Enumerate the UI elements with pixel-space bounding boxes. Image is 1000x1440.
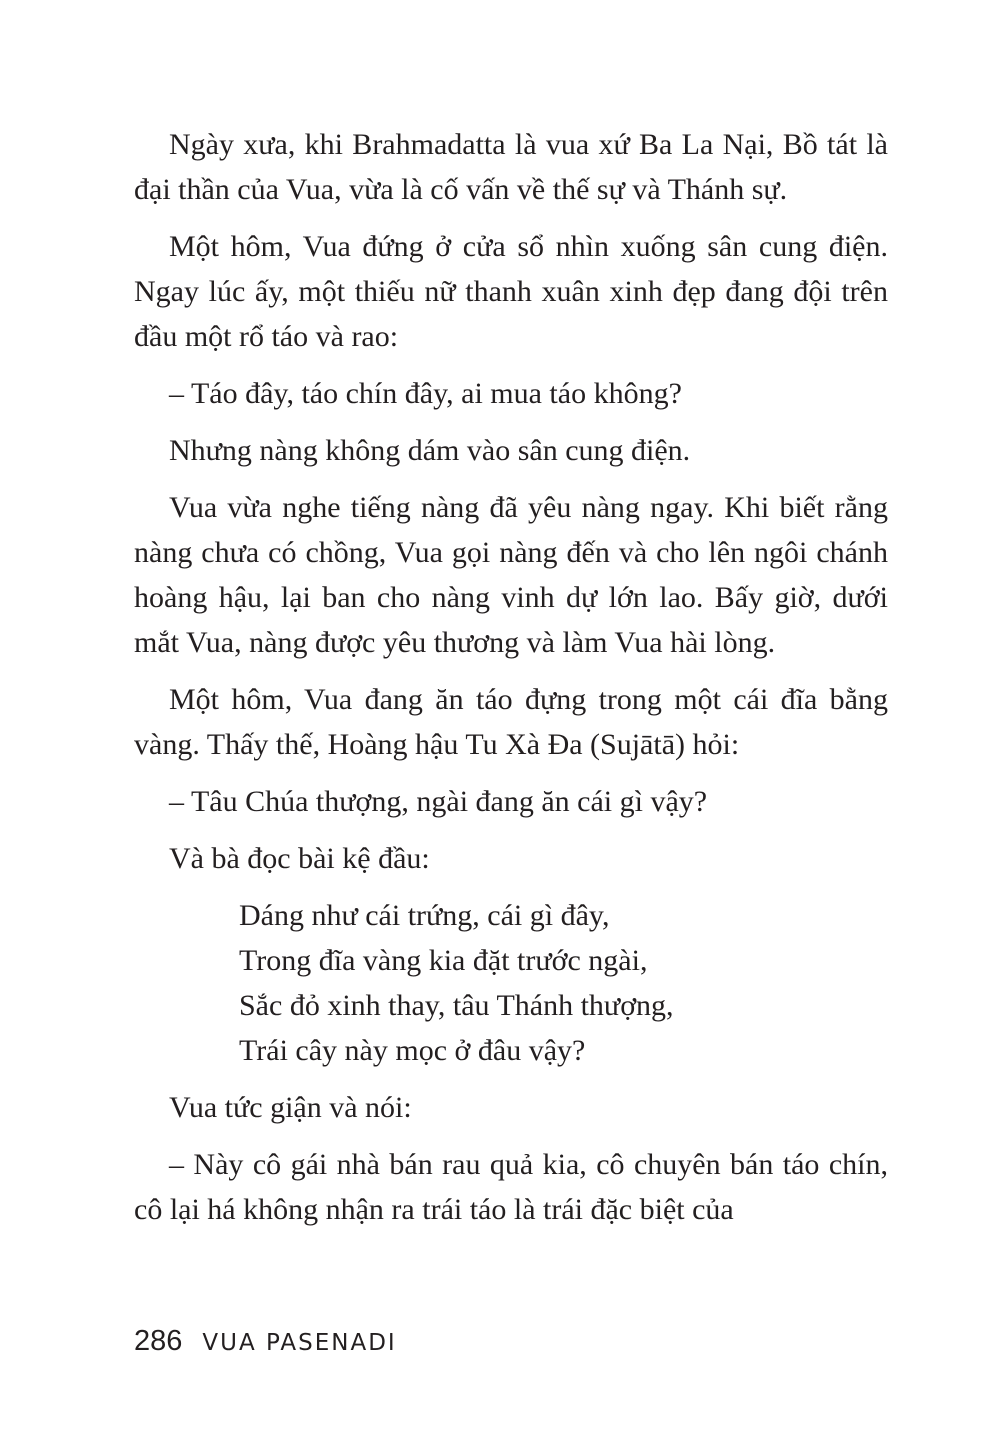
- paragraph-5: Một hôm, Vua đang ăn táo đựng trong một cái đĩa bằng vàng. Thấy thế, Hoàng hậu Tu Xà Đa (Sujātā) hỏi:: [134, 683, 888, 761]
- body-text: [134, 122, 888, 1244]
- dialogue-line-3: – Này cô gái nhà bán rau quả kia, cô chuyên bán táo chín, cô lại há không nhận ra trái táo là trái đặc biệt của: [134, 1148, 888, 1226]
- paragraph-2: Một hôm, Vua đứng ở cửa sổ nhìn xuống sân cung điện. Ngay lúc ấy, một thiếu nữ thanh xuân xinh đẹp đang đội trên đầu một rổ táo và rao:: [134, 230, 888, 353]
- verse-line-4: Trái cây này mọc ở đâu vậy?: [239, 1034, 586, 1067]
- dialogue-line-2: – Tâu Chúa thượng, ngài đang ăn cái gì vậy?: [169, 785, 708, 818]
- verse-line-2: Trong đĩa vàng kia đặt trước ngài,: [239, 944, 648, 977]
- paragraph-1: Ngày xưa, khi Brahmadatta là vua xứ Ba La Nại, Bồ tát là đại thần của Vua, vừa là cố vấn về thế sự và Thánh sự.: [134, 128, 888, 206]
- paragraph-7: Vua tức giận và nói:: [169, 1091, 412, 1124]
- running-title: VUA PASENADI: [202, 1330, 397, 1356]
- verse-block: [239, 893, 888, 1073]
- paragraph-3: Nhưng nàng không dám vào sân cung điện.: [169, 434, 691, 467]
- page-number: 286: [134, 1325, 183, 1357]
- dialogue-line-1: – Táo đây, táo chín đây, ai mua táo không?: [169, 377, 682, 410]
- paragraph-6: Và bà đọc bài kệ đầu:: [169, 842, 430, 875]
- verse-line-3: Sắc đỏ xinh thay, tâu Thánh thượng,: [239, 989, 674, 1022]
- page-footer: [134, 1325, 397, 1365]
- paragraph-4: Vua vừa nghe tiếng nàng đã yêu nàng ngay. Khi biết rằng nàng chưa có chồng, Vua gọi nàng đến và cho lên ngôi chánh hoàng hậu, lại ban cho nàng vinh dự lớn lao. Bấy giờ, dưới mắt Vua, nàng được yêu thương và làm Vua hài lòng.: [134, 491, 888, 659]
- verse-line-1: Dáng như cái trứng, cái gì đây,: [239, 899, 610, 932]
